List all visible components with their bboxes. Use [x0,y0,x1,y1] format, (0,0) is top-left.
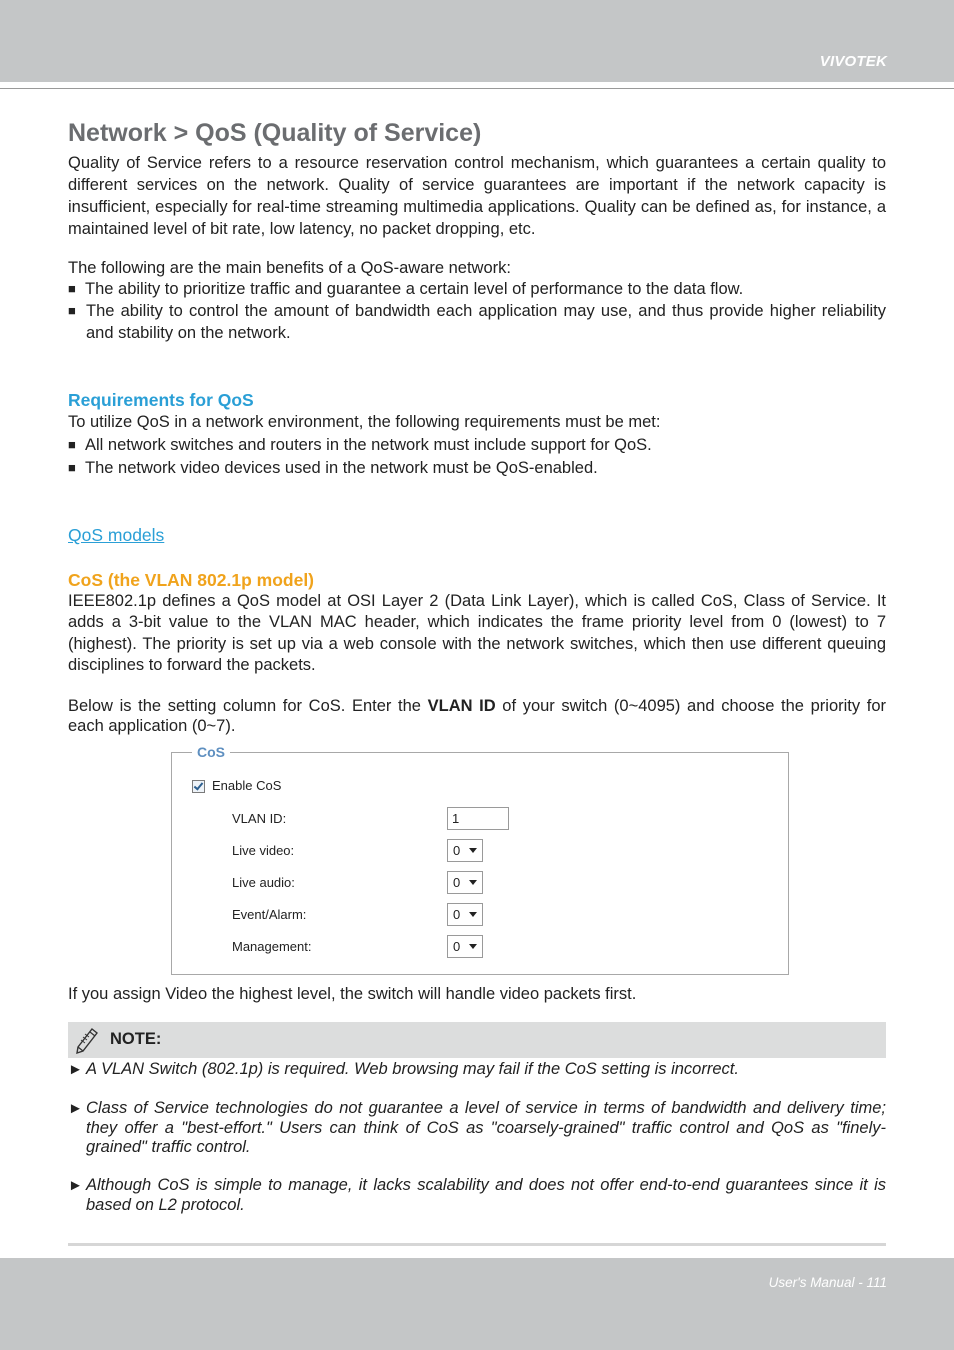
management-priority-select[interactable] [447,935,483,958]
vlan-id-label: VLAN ID: [232,811,287,826]
select-value: 0 [453,875,461,890]
live-audio-label: Live audio: [232,875,295,890]
intro-paragraph: Quality of Service refers to a resource reservation control mechanism, which guarantees a certain quality to different services on the network. Quality of service guarantees are important if the network capacity is insufficient, especially for real-time streaming multimedia applications. Quality can be defined as, for instance, a maintained level of bit rate, low latency, no packet dropping, etc. [68,154,886,238]
live-video-label: Live video: [232,843,295,858]
chevron-down-icon [469,880,477,885]
qos-models-link[interactable]: QoS models [68,525,165,545]
benefit-item [68,300,886,344]
enable-cos-label[interactable]: Enable CoS [212,778,282,793]
note-text: Class of Service technologies do not guarantee a level of service in terms of bandwidth and delivery time; they offer a "best-effort." Users can think of CoS as "coarsely-grained" traffic control and QoS as "finely-grained" traffic control. [86,1099,886,1156]
bullet-marker: ■ [68,460,76,475]
brand-logo-text: VIVOTEK [819,53,887,70]
after-panel-text: If you assign Video the highest level, the switch will handle video packets first. [68,985,637,1003]
requirement-text: All network switches and routers in the network must include support for QoS. [85,436,652,454]
note-item [68,1060,886,1080]
bullet-marker: ■ [68,281,76,296]
arrow-icon: ► [68,1177,83,1194]
cos-settings-panel [171,744,789,975]
cos-setting-text [68,697,886,736]
note-item [68,1099,886,1158]
note-item [68,1176,886,1215]
event-alarm-label: Event/Alarm: [232,907,307,922]
benefit-text: The ability to prioritize traffic and guarantee a certain level of performance to the data flow. [85,280,744,298]
pencil-icon [74,1027,100,1055]
management-label: Management: [232,939,312,954]
select-value: 0 [453,939,461,954]
page-number: User's Manual - 111 [768,1275,887,1290]
requirements-heading: Requirements for QoS [68,390,254,410]
bullet-marker: ■ [68,437,76,452]
event-alarm-priority-select[interactable] [447,903,483,926]
select-value: 0 [453,843,461,858]
chevron-down-icon [469,944,477,949]
requirement-text: The network video devices used in the network must be QoS-enabled. [85,459,598,477]
enable-cos-checkbox[interactable] [192,780,205,793]
chevron-down-icon [469,912,477,917]
benefit-text: The ability to control the amount of bandwidth each application may use, and thus provide higher reliability and stability on the network. [86,302,886,342]
live-audio-priority-select[interactable] [447,871,483,894]
note-text: A VLAN Switch (802.1p) is required. Web browsing may fail if the CoS setting is incorrect. [86,1060,739,1078]
vlan-id-term: VLAN ID [427,697,496,715]
header-band [0,0,954,82]
live-video-priority-select[interactable] [447,839,483,862]
page-title: Network > QoS (Quality of Service) [68,119,482,147]
requirement-item [68,434,886,456]
arrow-icon: ► [68,1100,83,1117]
setting-text-post: of your switch (0~4095) and choose the priority for each application (0~7). [68,697,887,735]
arrow-icon: ► [68,1061,83,1078]
setting-text-pre: Below is the setting column for CoS. Enter the [68,697,428,715]
vlan-id-input[interactable]: 1 [447,807,509,830]
cos-heading: CoS (the VLAN 802.1p model) [68,570,315,590]
header-divider [0,88,954,89]
note-title: NOTE: [110,1030,162,1048]
note-text: Although CoS is simple to manage, it lacks scalability and does not offer end-to-end guarantees since it is based on L2 protocol. [86,1176,886,1214]
footer-divider [68,1243,886,1246]
note-banner [68,1022,886,1058]
cos-description: IEEE802.1p defines a QoS model at OSI Layer 2 (Data Link Layer), which is called CoS, Class of Service. It adds a 3-bit value to the VLAN MAC header, which indicates the frame priority level from 0 (lowest) to 7 (highest). The priority is set up via a web console with the network switches, which then use different queuing disciplines to forward the packets. [68,592,886,674]
benefits-lead: The following are the main benefits of a QoS-aware network: [68,259,511,277]
footer-band [0,1258,954,1350]
requirement-item [68,457,886,479]
bullet-marker: ■ [68,303,76,318]
cos-panel-legend: CoS [192,744,230,760]
requirements-lead: To utilize QoS in a network environment, the following requirements must be met: [68,413,661,431]
chevron-down-icon [469,848,477,853]
benefit-item [68,278,886,300]
select-value: 0 [453,907,461,922]
